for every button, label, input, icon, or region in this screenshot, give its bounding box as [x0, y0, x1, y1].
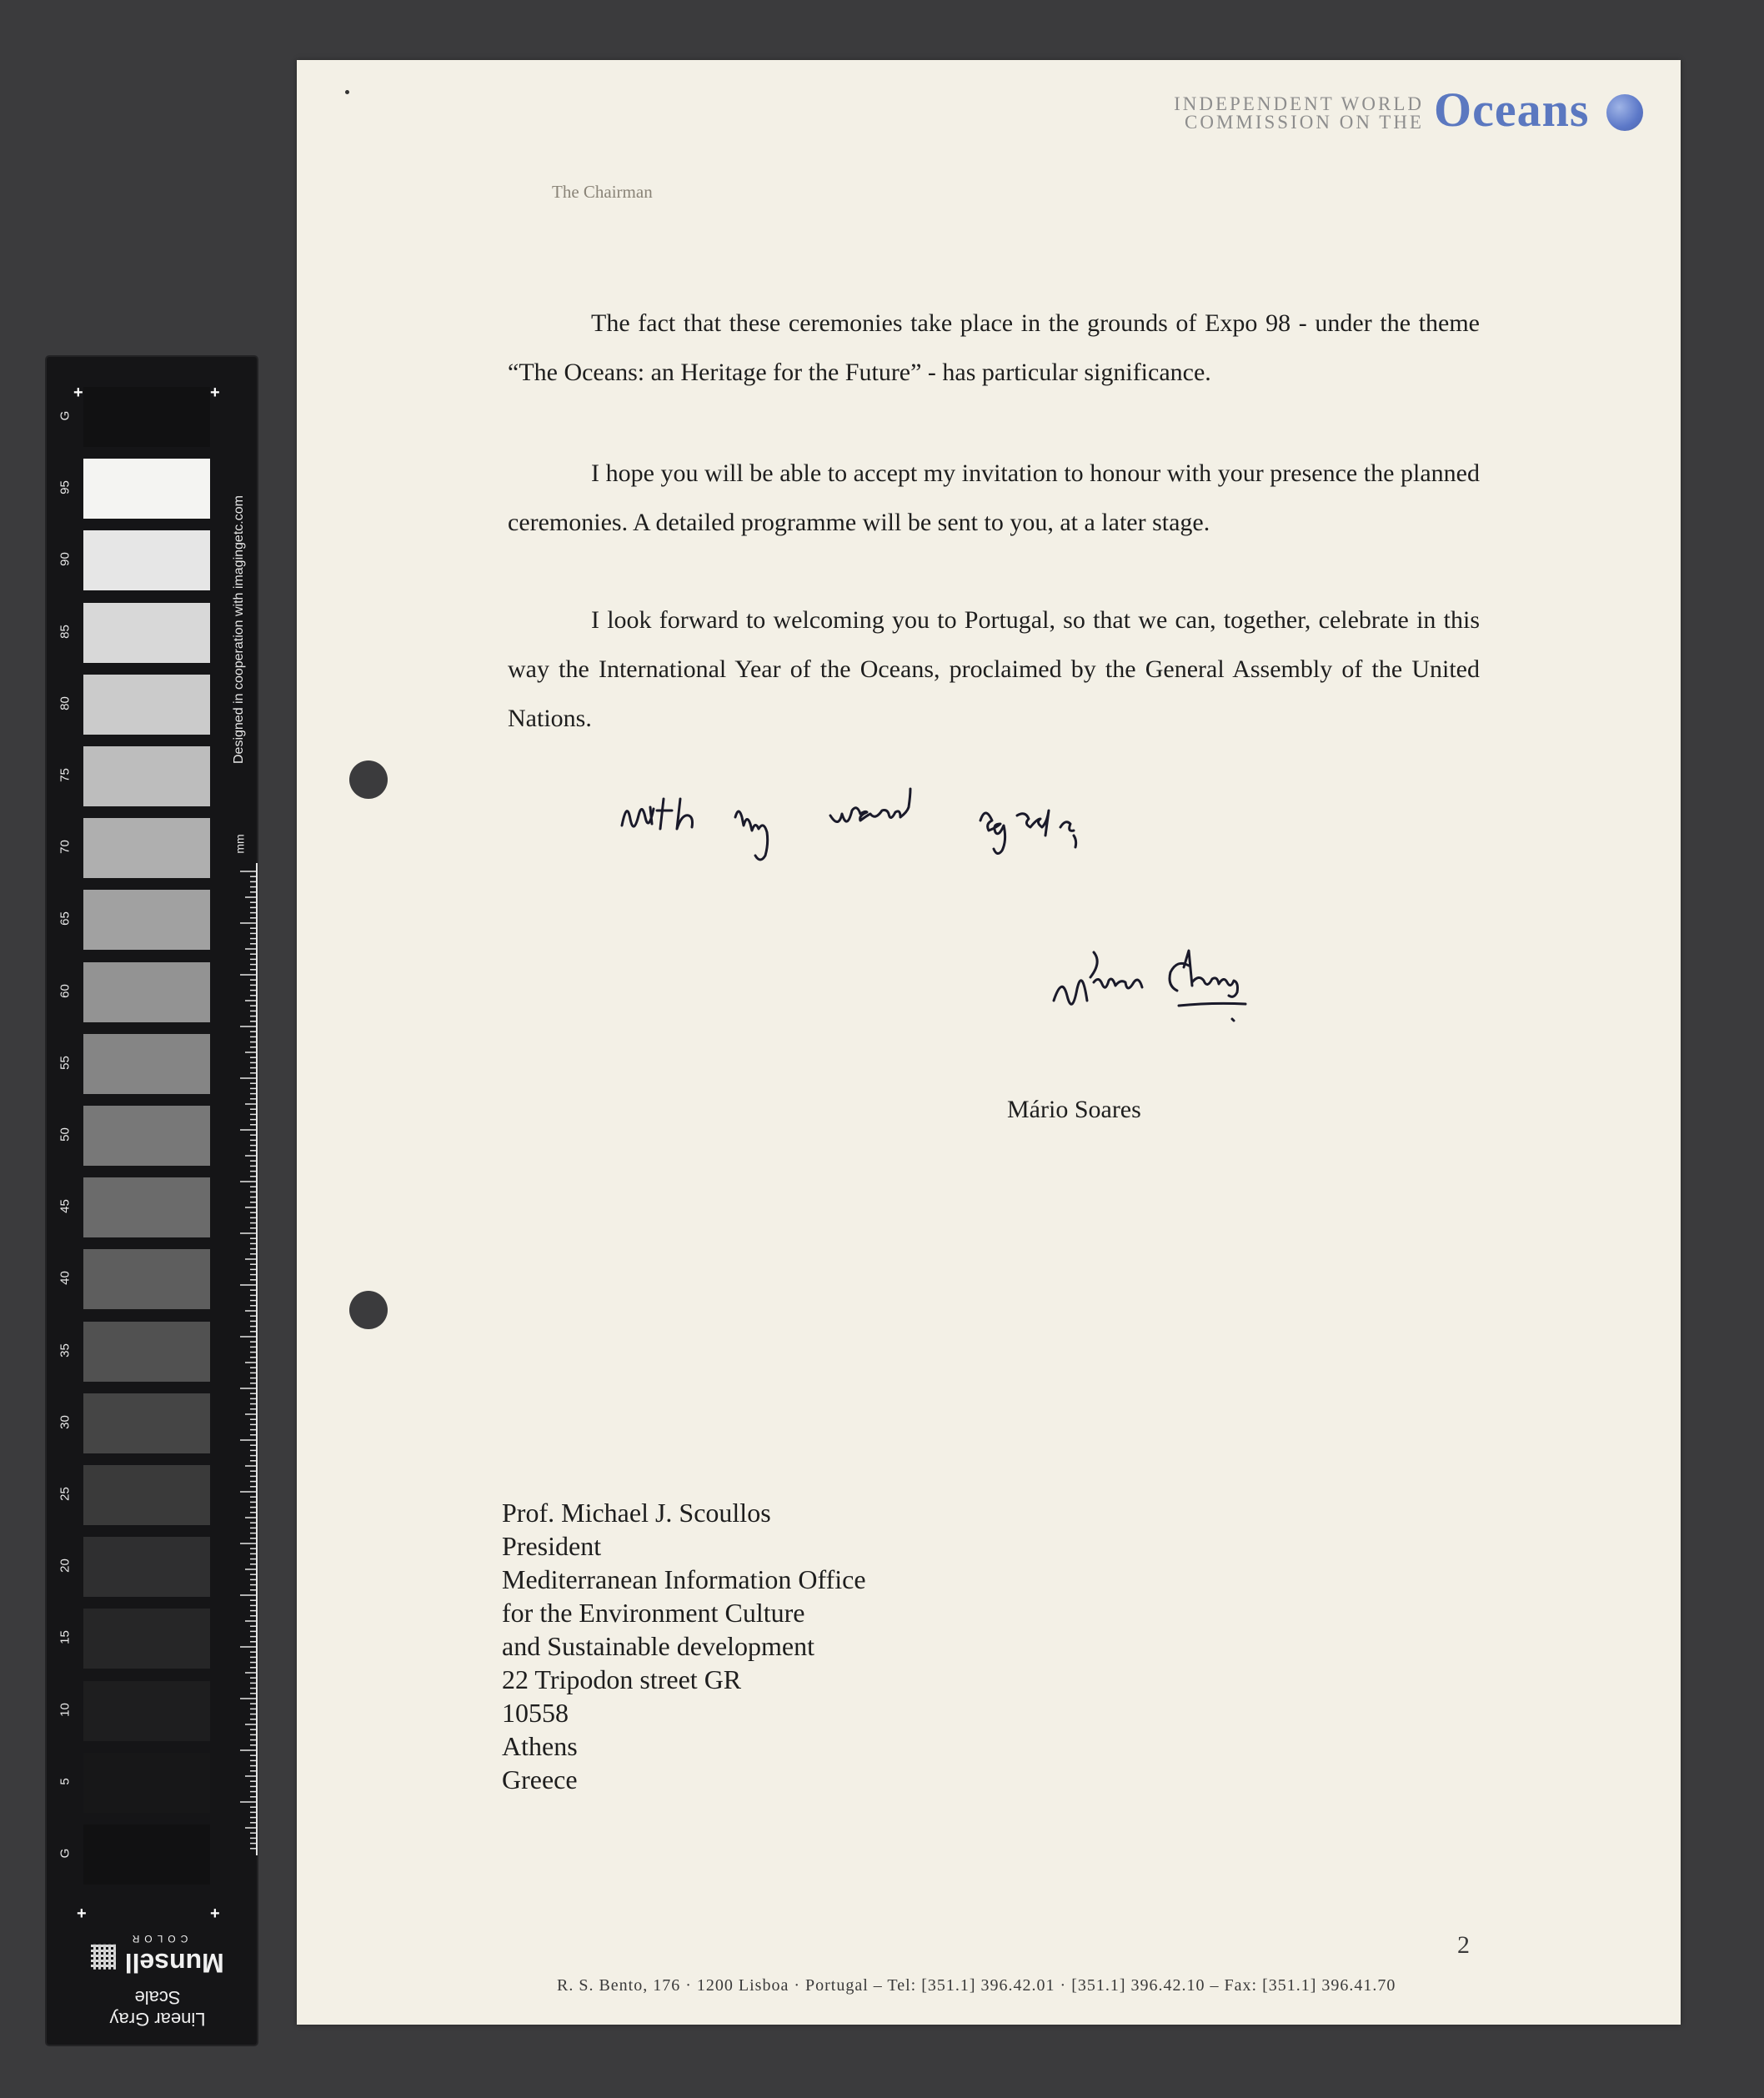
- paragraph-3: I look forward to welcoming you to Portugal, so that we can, together, celebrate in this way the International Year of the Oceans, proclaimed by the General Assembly of the United Nations.: [508, 606, 1480, 732]
- gray-patch: [83, 387, 210, 447]
- gray-patch-label: 20: [58, 1558, 73, 1574]
- gray-patch: [83, 1177, 210, 1237]
- letterhead-text: [1157, 95, 1424, 132]
- gray-patch-label: 30: [58, 1414, 73, 1429]
- gray-patch: [83, 1681, 210, 1741]
- gray-patch: [83, 1249, 210, 1309]
- paragraph-1: The fact that these ceremonies take place in the grounds of Expo 98 - under the theme “The Oceans: an Heritage for the Future” - has particular significance.: [508, 309, 1480, 386]
- plus-mark: +: [210, 384, 220, 402]
- gray-patch-label: 25: [58, 1487, 73, 1501]
- gray-patch-label: 80: [58, 695, 73, 710]
- munsell-logo-icon: [91, 1945, 116, 1970]
- letterhead-line2: COMMISSION ON THE: [1185, 112, 1424, 133]
- sender-role: The Chairman: [552, 182, 653, 202]
- gray-patch-label: G: [58, 1848, 73, 1859]
- ruler-unit: mm: [233, 834, 247, 854]
- gray-patch: [83, 890, 210, 950]
- gray-patch-label: 75: [58, 768, 73, 782]
- address-line: President: [502, 1531, 602, 1561]
- gray-patch-label: 55: [58, 1055, 73, 1070]
- gray-patch: [83, 603, 210, 663]
- gray-patch: [83, 962, 210, 1022]
- gray-patch: [83, 1322, 210, 1382]
- address-line: for the Environment Culture: [502, 1598, 805, 1628]
- gray-patch: [83, 746, 210, 806]
- speck: [345, 90, 349, 94]
- letterhead-oceans: Oceans: [1434, 83, 1590, 137]
- paragraph-2: I hope you will be able to accept my invitation to honour with your presence the planned ceremonies. A detailed programme will be sent to you, at a later stage.: [508, 459, 1480, 536]
- gray-patch: [83, 1034, 210, 1094]
- address-line: Mediterranean Information Office: [502, 1564, 866, 1594]
- address-line: Greece: [502, 1764, 578, 1794]
- gray-patch: [83, 1465, 210, 1525]
- address-line: 22 Tripodon street GR: [502, 1664, 742, 1694]
- gray-patch-label: 45: [58, 1199, 73, 1214]
- brand-name: Munsell: [124, 1947, 224, 1978]
- gray-scale-card: [47, 357, 257, 2045]
- gray-patch: [83, 1537, 210, 1597]
- gray-patch-label: 90: [58, 552, 73, 567]
- gray-patch-label: 85: [58, 624, 73, 639]
- gray-patch-label: 40: [58, 1271, 73, 1286]
- gray-patch: [83, 1106, 210, 1166]
- signer-name: Mário Soares: [1007, 1096, 1141, 1123]
- gray-patch: [83, 675, 210, 735]
- gray-patch-label: 70: [58, 840, 73, 855]
- letterhead-line1: INDEPENDENT WORLD: [1174, 93, 1424, 114]
- address-line: 10558: [502, 1698, 569, 1728]
- gray-patch-label: 15: [58, 1630, 73, 1645]
- gray-patch-label: 60: [58, 983, 73, 998]
- gray-patch-label: 65: [58, 911, 73, 926]
- gray-patch-label: 95: [58, 480, 73, 495]
- gray-patch-label: G: [58, 410, 73, 421]
- gray-patch: [83, 1824, 210, 1885]
- punch-hole: [349, 1291, 388, 1329]
- address-line: and Sustainable development: [502, 1631, 815, 1661]
- gray-patch: [83, 530, 210, 590]
- letter-page: [297, 60, 1681, 2025]
- gray-patch: [83, 1609, 210, 1669]
- gray-scale-title: Linear Gray Scale: [109, 1986, 206, 2030]
- gray-patch-label: 50: [58, 1127, 73, 1142]
- gray-patch: [83, 818, 210, 878]
- handwritten-closing: [614, 774, 1214, 866]
- gray-patch-label: 5: [58, 1778, 73, 1785]
- address-line: Athens: [502, 1731, 578, 1761]
- gray-patch: [83, 459, 210, 519]
- address-line: Prof. Michael J. Scoullos: [502, 1498, 771, 1528]
- gray-patch: [83, 1753, 210, 1813]
- plus-mark: +: [77, 1905, 87, 1923]
- plus-mark: +: [73, 384, 83, 402]
- gray-patch: [83, 1393, 210, 1453]
- gray-patch-label: 35: [58, 1343, 73, 1358]
- punch-hole: [349, 760, 388, 799]
- card-side-text: Designed in cooperation with imagingetc.com: [232, 495, 246, 764]
- mm-ruler: [235, 504, 260, 1855]
- recipient-address: [502, 1496, 866, 1796]
- gray-patch-label: 10: [58, 1702, 73, 1717]
- page-number: 2: [1457, 1931, 1470, 1959]
- signature-image: [1044, 927, 1260, 1052]
- munsell-brand: [87, 1933, 228, 2030]
- letter-footer: R. S. Bento, 176 · 1200 Lisboa · Portugal – Tel: [351.1] 396.42.01 · [351.1] 396.42.10 – Fax: [351.1] 396.41.70: [557, 1976, 1396, 1995]
- brand-subtitle: COLOR: [127, 1933, 188, 1945]
- globe-icon: [1606, 94, 1643, 131]
- plus-mark: +: [210, 1905, 220, 1923]
